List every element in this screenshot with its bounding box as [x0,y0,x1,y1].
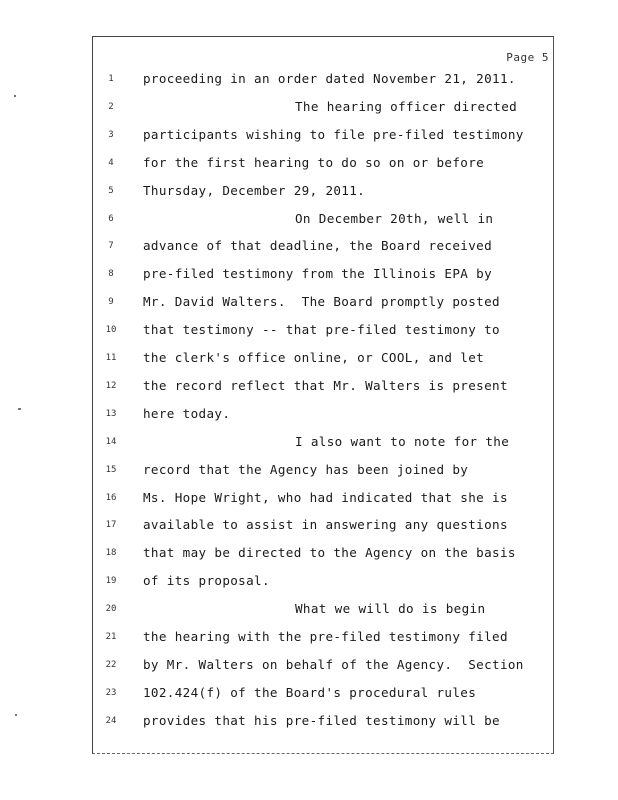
line-number: 2 [108,101,114,112]
transcript-line [93,320,555,340]
transcript-line [93,683,555,703]
line-text: The hearing officer directed [295,98,518,114]
transcript-line [93,488,555,508]
transcript-line [93,711,555,731]
line-number: 21 [105,632,117,642]
line-text: the record reflect that Mr. Walters is present [143,377,508,393]
scan-speck [15,714,17,716]
line-text: that testimony -- that pre-filed testimony to [143,322,500,338]
line-number: 20 [105,604,117,615]
transcript-line [93,571,555,591]
transcript-line [93,181,555,201]
line-number: 18 [105,548,117,559]
scan-speck [14,95,16,97]
line-text: What we will do is begin [295,601,486,617]
line-number: 24 [105,715,117,726]
line-number: 12 [105,380,117,391]
line-number: 7 [108,241,114,252]
line-text: proceeding in an order dated November 21, 2011. [143,71,516,86]
line-text: the clerk's office online, or COOL, and let [143,350,485,365]
transcript-line [93,153,555,173]
transcript-line [93,236,555,256]
line-text: On December 20th, well in [295,210,494,226]
line-number: 13 [105,408,117,419]
line-number: 8 [108,269,114,280]
transcript-line [93,264,555,284]
scan-speck [18,408,21,410]
line-number: 17 [105,520,117,531]
transcript-line [93,292,555,312]
transcript-page [92,36,554,754]
line-text: of its proposal. [143,573,270,589]
transcript-line [93,655,555,675]
transcript-line [93,404,555,424]
transcript-line [93,376,555,396]
line-text: I also want to note for the [295,433,510,449]
line-text: Ms. Hope Wright, who had indicated that she is [143,489,508,505]
line-number: 23 [105,687,117,698]
line-text: provides that his pre-filed testimony will be [143,712,500,728]
line-number: 22 [105,659,117,670]
line-text: Mr. David Walters. The Board promptly posted [143,294,500,310]
line-text: by Mr. Walters on behalf of the Agency. Section [143,656,524,672]
line-number: 6 [108,213,114,224]
line-text: for the first hearing to do so on or before [143,154,485,170]
line-number: 5 [108,185,114,196]
page-number: Page 5 [506,51,549,64]
transcript-line [93,69,555,89]
transcript-line [93,432,555,452]
line-number: 3 [108,129,114,140]
line-number: 16 [105,492,117,503]
transcript-line [93,209,555,229]
line-number: 19 [105,576,117,587]
line-number: 15 [105,464,117,475]
line-text: here today. [143,405,231,421]
line-number: 14 [105,436,117,447]
transcript-line [93,599,555,619]
line-number: 10 [105,325,117,336]
line-number: 1 [108,74,114,84]
line-number: 9 [108,297,114,308]
line-number: 4 [108,157,114,168]
line-text: advance of that deadline, the Board received [143,238,493,254]
line-text: record that the Agency has been joined by [143,461,469,477]
transcript-line [93,97,555,117]
line-text: pre-filed testimony from the Illinois EPA by [143,266,493,282]
transcript-line [93,543,555,563]
transcript-line [93,348,555,368]
line-text: participants wishing to file pre-filed testimony [143,126,524,142]
line-text: the hearing with the pre-filed testimony filed [143,629,508,644]
line-number: 11 [105,353,117,363]
line-text: Thursday, December 29, 2011. [143,182,366,198]
transcript-line [93,627,555,647]
line-text: 102.424(f) of the Board's procedural rules [143,684,477,700]
line-text: available to assist in answering any questions [143,517,508,533]
transcript-line [93,125,555,145]
line-text: that may be directed to the Agency on the basis [143,545,516,561]
transcript-line [93,515,555,535]
transcript-line [93,460,555,480]
